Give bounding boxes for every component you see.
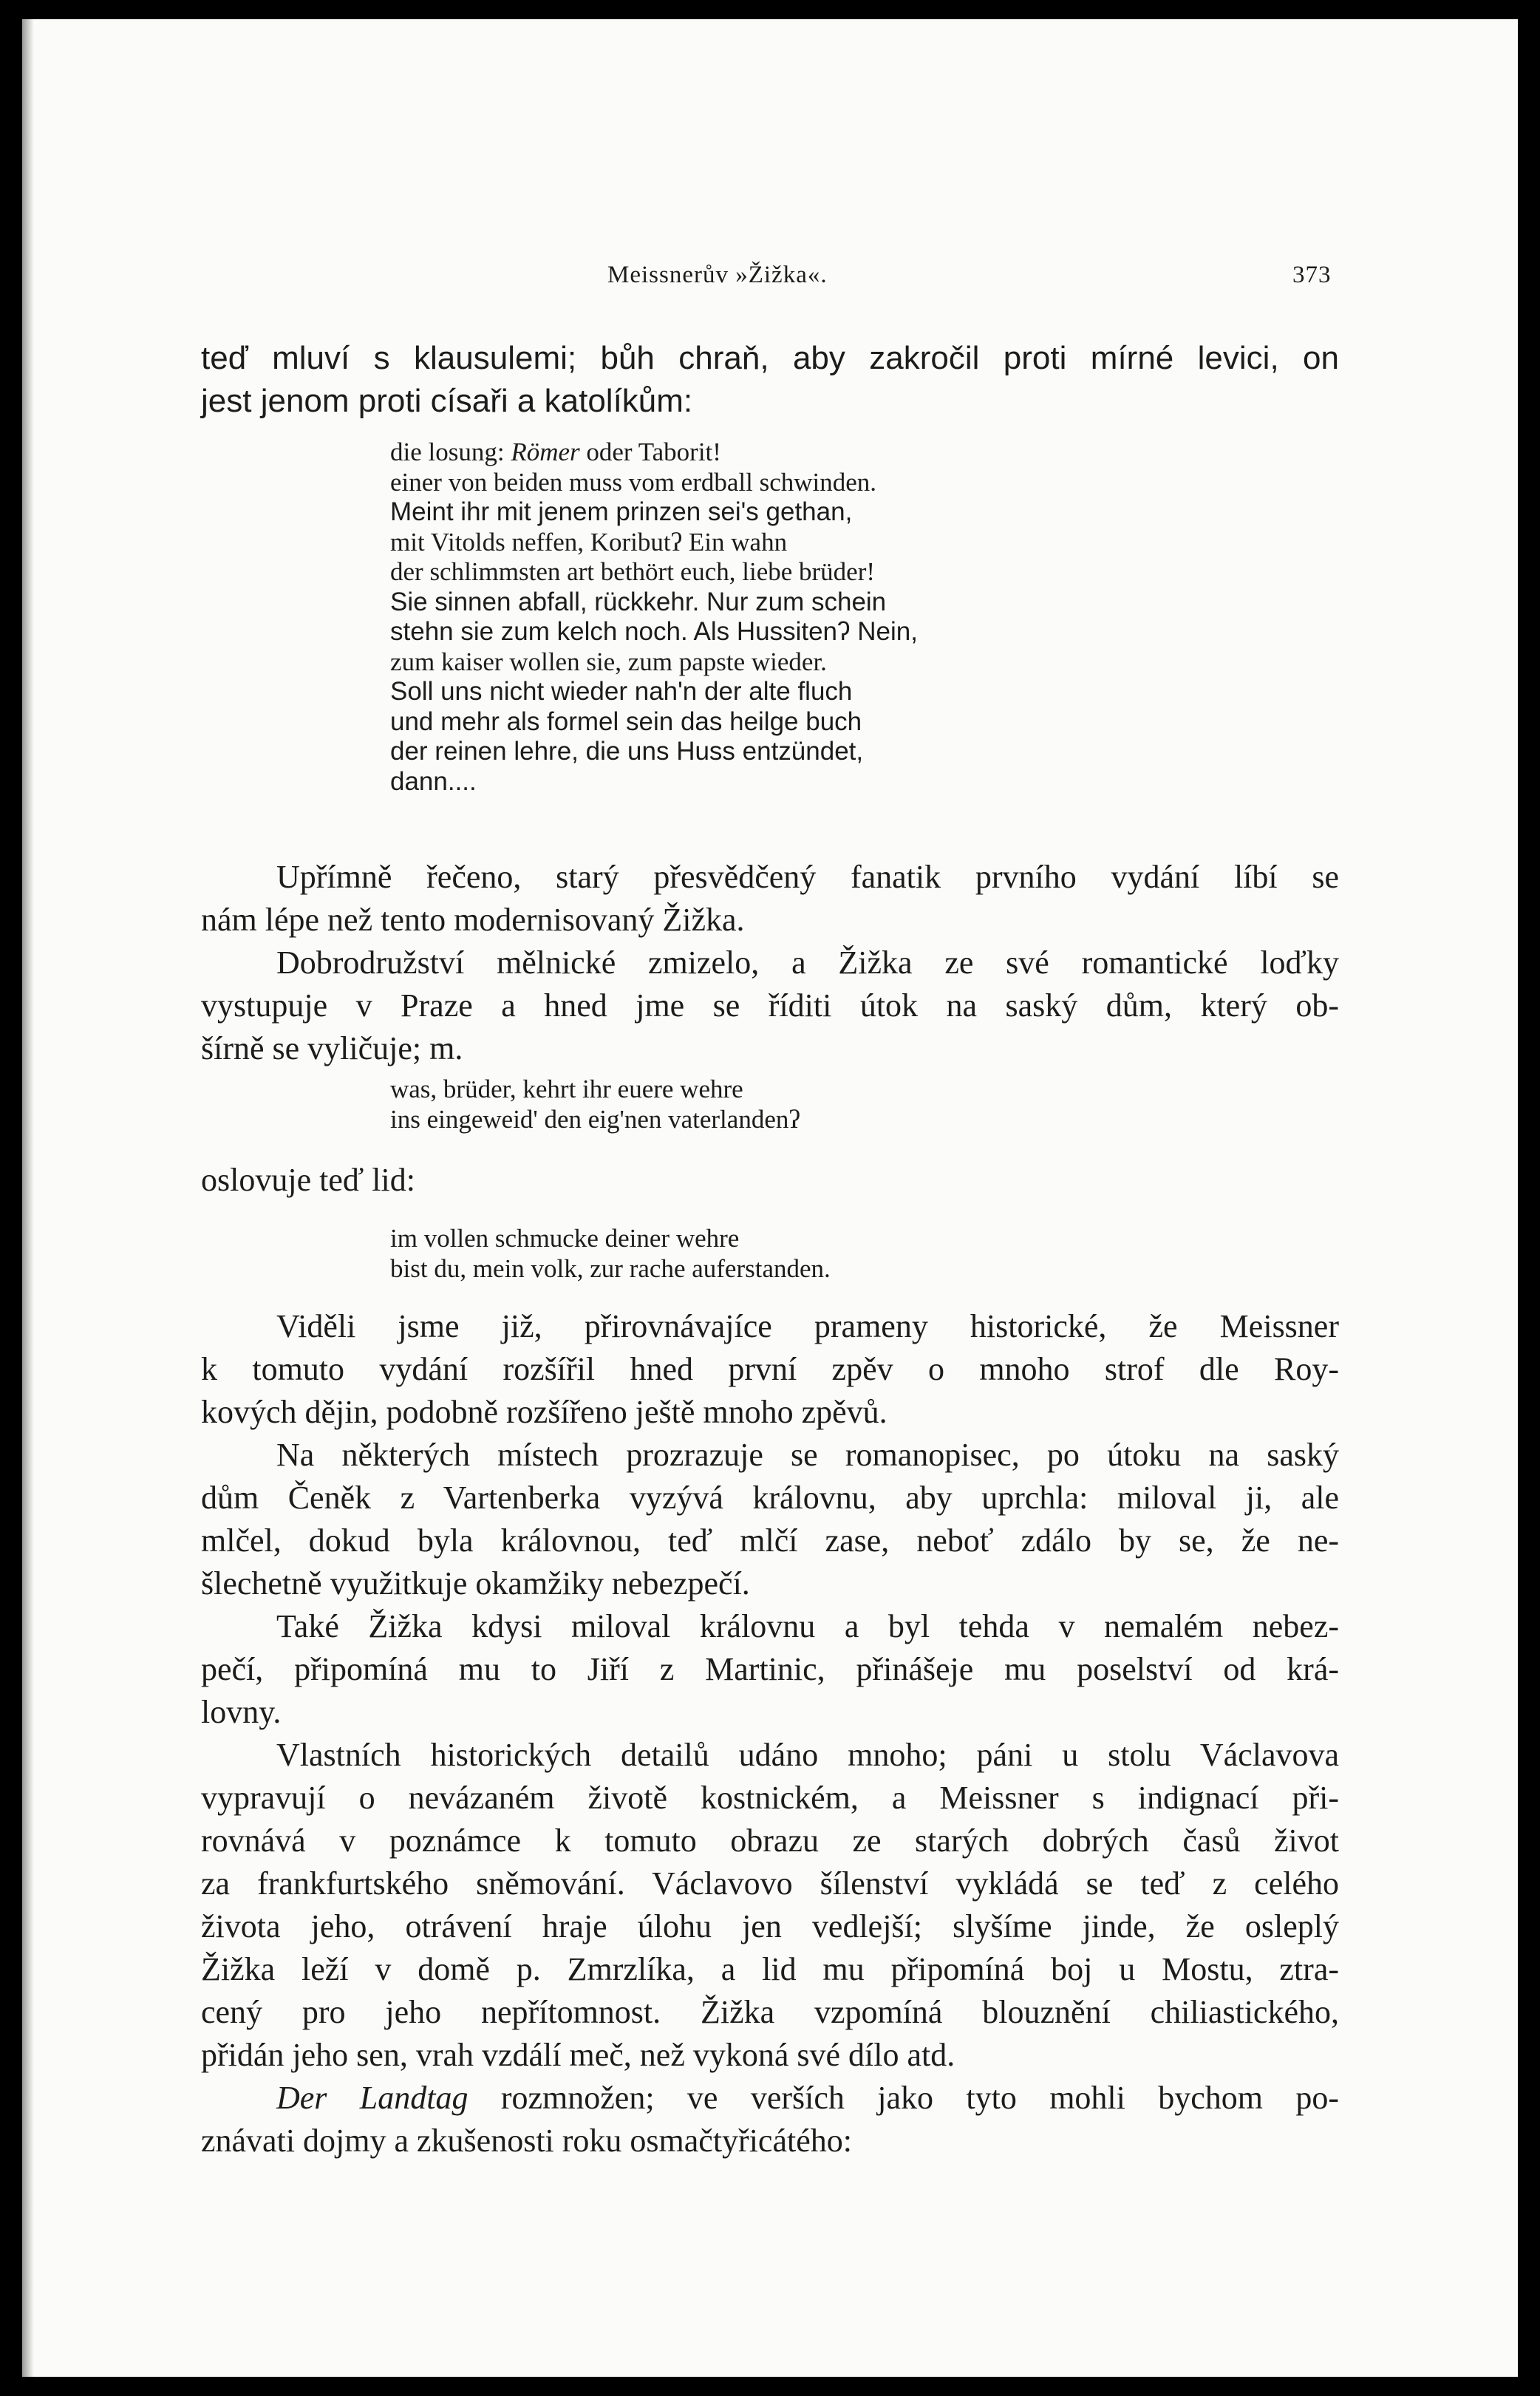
verse-text: oder Taborit! [586, 438, 721, 466]
paragraph-line: lovny. [201, 1694, 282, 1730]
paragraph-4 [201, 1305, 1339, 1434]
page-edge-shadow [22, 19, 34, 2377]
paragraph-line: Dobrodružství mělnické zmizelo, a Žižka ze své romantické loďky [276, 945, 1339, 981]
verse-line: der schlimmsten art bethört euch, liebe brüder! [390, 557, 876, 586]
paragraph-line: Na některých místech prozrazuje se romanopisec, po útoku na saský [276, 1437, 1339, 1473]
paragraph-8 [201, 2077, 1339, 2162]
paragraph-3 [201, 942, 1339, 1070]
verse-line: im vollen schmucke deiner wehre [390, 1224, 740, 1253]
paragraph-line: nám lépe než tento modernisovaný Žižka. [201, 902, 745, 938]
italic-title: Der Landtag [276, 2080, 469, 2116]
paragraph-line: cený pro jeho nepřítomnost. Žižka vzpomíná blouznění chiliastického, [201, 1994, 1339, 2030]
paragraph-line: jest jenom proti císaři a katolíkům: [201, 383, 693, 419]
verse-line: ins eingeweid' den eig'nen vaterlandenʔ [390, 1104, 800, 1134]
verse-line: zum kaiser wollen sie, zum papste wieder. [390, 647, 827, 676]
paragraph-line: mlčel, dokud byla královnou, teď mlčí zase, neboť zdálo by se, že ne- [201, 1522, 1339, 1559]
verse-line: Soll uns nicht wieder nah'n der alte fluch [390, 677, 853, 706]
paragraph-line: vypravují o nevázaném životě kostnickém, a Meissner s indignací při- [201, 1780, 1339, 1816]
paragraph-line: za frankfurtského sněmování. Václavovo šílenství vykládá se teď z celého [201, 1865, 1339, 1902]
verse-line: mit Vitolds neffen, Koributʔ Ein wahn [390, 527, 788, 557]
verse-line: dann.... [390, 766, 477, 796]
paragraph-line: Vlastních historických detailů udáno mnoho; páni u stolu Václavova [276, 1737, 1339, 1773]
paragraph-line: vystupuje v Praze a hned jme se říditi útok na saský dům, který ob- [201, 987, 1339, 1024]
verse-line: stehn sie zum kelch noch. Als Hussitenʔ Nein, [390, 617, 918, 646]
paragraph-text: rozmnožen; ve verších jako tyto mohli bychom po- [500, 2080, 1340, 2116]
book-page [22, 19, 1518, 2377]
paragraph-line: šlechetně využitkuje okamžiky nebezpečí. [201, 1565, 750, 1602]
paragraph-line: pečí, připomíná mu to Jiří z Martinic, přinášeje mu poselství od krá- [201, 1651, 1339, 1687]
verse-quotation-1 [390, 438, 918, 797]
verse-line [390, 438, 918, 468]
verse-line: und mehr als formel sein das heilge buch [390, 707, 862, 736]
verse-line: der reinen lehre, die uns Huss entzündet, [390, 737, 864, 766]
verse-line: Meint ihr mit jenem prinzen sei's gethan, [390, 497, 853, 526]
verse-text: die losung: [390, 438, 505, 466]
paragraph-7 [201, 1734, 1339, 2077]
paragraph-line: oslovuje teď lid: [201, 1162, 415, 1198]
page-header [22, 248, 1518, 293]
paragraph-line: Žižka leží v domě p. Zmrzlíka, a lid mu připomíná boj u Mostu, ztra- [201, 1951, 1339, 1987]
paragraph-line: Také Žižka kdysi miloval královnu a byl tehda v nemalém nebez- [276, 1608, 1339, 1644]
paragraph-line [201, 2077, 1339, 2120]
paragraph-2 [201, 856, 1339, 942]
page-number: 373 [1292, 262, 1332, 288]
paragraph-line: teď mluví s klausulemi; bůh chraň, aby zakročil proti mírné levici, on [201, 340, 1339, 376]
intro-paragraph [201, 337, 1339, 423]
paragraph-line: přidán jeho sen, vrah vzdálí meč, než vykoná své dílo atd. [201, 2037, 955, 2073]
paragraph-5 [201, 1434, 1339, 1605]
verse-quotation-3 [390, 1224, 831, 1284]
paragraph-line: rovnává v poznámce k tomuto obrazu ze starých dobrých časů život [201, 1822, 1339, 1859]
paragraph-line: Viděli jsme již, přirovnávajíce prameny historické, že Meissner [276, 1308, 1339, 1344]
paragraph-line: kových dějin, podobně rozšířeno ještě mnoho zpěvů. [201, 1394, 887, 1430]
paragraph-line: života jeho, otrávení hraje úlohu jen vedlejší; slyšíme jinde, že osleplý [201, 1908, 1339, 1944]
paragraph-line: šírně se vyličuje; m. [201, 1030, 463, 1066]
verse-italic-word: Römer [511, 438, 580, 466]
paragraph-6 [201, 1605, 1339, 1734]
paragraph-line: k tomuto vydání rozšířil hned první zpěv o mnoho strof dle Roy- [201, 1351, 1339, 1387]
verse-line: bist du, mein volk, zur rache auferstanden. [390, 1253, 831, 1283]
verse-quotation-2 [390, 1075, 800, 1134]
paragraph-line: znávati dojmy a zkušenosti roku osmačtyřicátého: [201, 2123, 852, 2159]
paragraph-line: Upřímně řečeno, starý přesvědčený fanatik prvního vydání líbí se [276, 859, 1339, 895]
verse-line: was, brüder, kehrt ihr euere wehre [390, 1075, 743, 1103]
verse-line: einer von beiden muss vom erdball schwinden. [390, 467, 877, 497]
paragraph-line: dům Čeněk z Vartenberka vyzývá královnu, aby uprchla: miloval ji, ale [201, 1480, 1339, 1516]
verse-line: Sie sinnen abfall, rückkehr. Nur zum schein [390, 587, 887, 616]
running-head: Meissnerův »Žižka«. [607, 262, 828, 288]
connector-line [201, 1159, 1339, 1202]
